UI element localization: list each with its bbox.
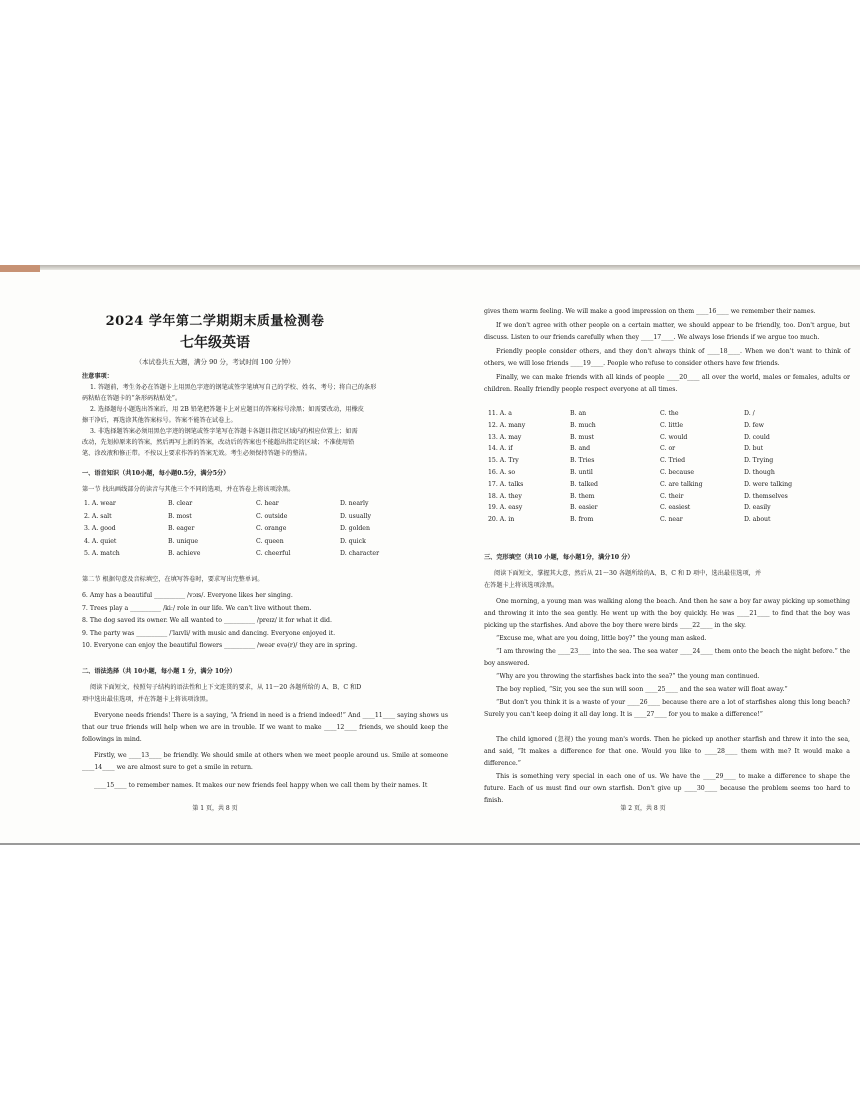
cloze-para-6: “But don't you think it is a waste of your ____26____ because there are a lot of starfishes along this long beach? Surely you can't keep doing it all day long. It is ____27____ for you to make a difference!”	[484, 699, 850, 719]
page-1-footer: 第 1 页，共 8 页	[192, 805, 238, 812]
sheet-bottom-edge	[0, 843, 860, 845]
cloze-para-8: This is something very special in each one of us. We have the ____29____ to make a difference to shape the future. Each of us must find our own starfish. Don't give up ____30____ because the problem seems too hard to finish.	[484, 773, 850, 805]
option-cell: 5. A. match	[84, 550, 120, 557]
option-cell: B. achieve	[168, 550, 201, 557]
option-row	[84, 548, 464, 559]
option-cell: D. were talking	[744, 480, 793, 488]
page-2-footer: 第 2 页，共 8 页	[620, 805, 666, 812]
option-cell: B. most	[168, 512, 192, 520]
option-cell: D. /	[744, 410, 755, 417]
cloze-para-3: “I am throwing the ____23____ into the sea. The sea water ____24____ them onto the beach the night before.” the boy answered.	[484, 648, 850, 668]
note-3a: 3. 非选择题答案必须用黑色字迹的钢笔或签字笔写在答题卡各题目指定区域内的相应位置上；如需	[90, 428, 358, 435]
notes-heading: 注意事项：	[82, 373, 113, 380]
option-row	[488, 514, 860, 525]
option-cell: C. near	[660, 516, 683, 524]
option-cell: B. clear	[168, 500, 193, 507]
option-cell: D. quick	[340, 537, 366, 545]
cloze-para-7: The child ignored (忽视) the young man's words. Then he picked up another starfish and threw it into the sea, and said, “It makes a difference for that one. Would you like to ____28____ them with me? It would make a difference.”	[484, 736, 850, 768]
cloze-para-1: One morning, a young man was walking along the beach. And then he saw a boy far away picking up something and throwing it into the sea gently. He went up with the boy quickly. He was ____21____ to find that the boy was picking up the starfishes. And above the boy there were birds ____22____ in the sky.	[484, 598, 850, 630]
section3-instr1: 阅读下面短文，掌握其大意，然后从 21～30 各题所给的A、B、C 和 D 项中，选出最佳选项，并	[494, 570, 762, 577]
option-row	[488, 502, 860, 513]
option-row	[84, 511, 464, 522]
option-row	[488, 408, 860, 419]
option-cell: 19. A. easy	[488, 504, 523, 512]
option-row	[488, 479, 860, 490]
passage-para-cont: gives them warm feeling. We will make a good impression on them ____16____ we remember their names.	[484, 308, 816, 315]
option-cell: D. though	[744, 469, 775, 476]
option-cell: D. usually	[340, 512, 371, 520]
fill-in-item: 10. Everyone can enjoy the beautiful flowers __________ /weər evə(r)/ they are in spring.	[82, 642, 358, 649]
option-cell: 18. A. they	[488, 492, 522, 500]
passage-para-2: Firstly, we ____13____ be friendly. We should smile at others when we meet people around us. Smile at someone ____14____ we are almost sure to get a smile in return.	[82, 752, 448, 772]
option-cell: D. Trying	[744, 457, 774, 465]
passage-para-4: If we don't agree with other people on a certain matter, we should appear to be friendly, too. Don't argue, but discuss. Listen to our friends carefully when they ____17____. We always lose friends if we argue too much.	[484, 322, 850, 342]
cloze-para-2: “Excuse me, what are you doing, little boy?” the young man asked.	[496, 635, 707, 642]
exam-info: （本试卷共五大题，满分 90 分，考试时间 100 分钟）	[135, 358, 295, 366]
section3-heading: 三、完形填空（共10 小题，每小题1分，满分10 分）	[484, 554, 634, 561]
option-cell: D. character	[340, 550, 380, 557]
option-row	[488, 420, 860, 431]
option-cell: D. golden	[340, 525, 370, 532]
option-cell: 15. A. Try	[488, 457, 519, 465]
option-cell: C. little	[660, 421, 684, 429]
section2-instr2: 项中选出最佳选项，并在答题卡上将该项涂黑。	[82, 696, 212, 703]
option-row	[488, 443, 860, 454]
option-cell: B. easier	[570, 504, 598, 512]
option-cell: 13. A. may	[488, 433, 522, 441]
option-cell: 11. A. a	[488, 410, 512, 417]
note-3c: 笔、涂改液和修正带。不按以上要求作答的答案无效。考生必须保持答题卡的整洁。	[82, 450, 311, 457]
option-cell: C. queen	[256, 537, 284, 545]
option-row	[84, 536, 464, 547]
option-cell: C. or	[660, 445, 676, 453]
cloze-para-4: “Why are you throwing the starfishes back into the sea?” the young man continued.	[496, 673, 760, 680]
fill-in-item: 7. Trees play a __________ /kiː/ role in our life. We can't live without them.	[82, 604, 312, 612]
option-cell: B. unique	[168, 537, 199, 545]
option-cell: C. their	[660, 492, 684, 500]
option-cell: B. Tries	[570, 457, 595, 465]
note-1a: 1. 答题前，考生务必在答题卡上用黑色字迹的钢笔或签字笔填写自己的学校、姓名、考号；将自己的条形	[90, 384, 377, 391]
note-2b: 擦干净后，再选涂其他答案标号。答案不能答在试卷上。	[82, 417, 237, 424]
option-cell: B. and	[570, 445, 591, 453]
option-cell: B. until	[570, 469, 593, 476]
option-row	[488, 432, 860, 443]
note-2a: 2. 选择题每小题选出答案后，用 2B 铅笔把答题卡上对应题目的答案标号涂黑；如需要改动，用橡皮	[90, 406, 364, 413]
option-cell: C. orange	[256, 525, 287, 532]
section1-part1: 第一节 找出画线部分的读音与其他三个不同的选项，并在答卷上将该项涂黑。	[82, 486, 295, 493]
option-cell: 2. A. salt	[84, 512, 112, 520]
option-row	[488, 455, 860, 466]
option-cell: C. Tried	[660, 457, 686, 465]
option-cell: 1. A. wear	[84, 500, 116, 507]
option-cell: 3. A. good	[84, 525, 116, 532]
fill-in-item: 8. The dog saved its owner. We all wanted to __________ /preɪz/ it for what it did.	[82, 617, 332, 624]
option-row	[488, 467, 860, 478]
passage-para-5: Friendly people consider others, and they don't always think of ____18____. When we don't want to think of others, we will lose friends ____19____. People who refuse to consider others have few friends.	[484, 348, 850, 368]
passage-para-3: ____15____ to remember names. It makes our new friends feel happy when we call them by their names. It	[94, 782, 428, 789]
fill-in-item: 6. Amy has a beautiful __________ /vɔɪs/. Everyone likes her singing.	[82, 592, 293, 599]
passage-para-6: Finally, we can make friends with all kinds of people ____20____ all over the world, males or females, adults or children. Really friendly people respect everyone at all times.	[484, 374, 850, 394]
option-cell: B. an	[570, 410, 587, 417]
option-cell: D. about	[744, 516, 771, 524]
note-1b: 码粘贴在答题卡的“条形码粘贴处”。	[82, 395, 182, 402]
option-cell: 12. A. many	[488, 421, 526, 429]
option-cell: D. few	[744, 421, 764, 429]
option-cell: 14. A. if	[488, 445, 513, 453]
option-cell: C. hear	[256, 500, 279, 507]
section2-heading: 二、语法选择（共 10小题，每小题 1 分，满分 10分）	[82, 668, 236, 675]
section1-part2: 第二节 根据句意及音标填空，在填写答卷时，要求写出完整单词。	[82, 576, 264, 583]
option-cell: B. from	[570, 516, 594, 524]
option-cell: D. could	[744, 433, 770, 441]
option-cell: 4. A. quiet	[84, 537, 117, 545]
option-cell: D. themselves	[744, 492, 788, 500]
section3-instr2: 在答题卡上将该选项涂黑。	[484, 582, 559, 589]
option-cell: 20. A. in	[488, 516, 515, 524]
option-cell: B. much	[570, 421, 596, 429]
option-row	[488, 491, 860, 502]
option-cell: C. outside	[256, 512, 288, 520]
option-cell: C. easiest	[660, 504, 691, 512]
exam-subject: 七年级英语	[180, 335, 250, 351]
cloze-para-5: The boy replied, “Sir, you see the sun will soon ____25____ and the sea water will float away.”	[496, 686, 788, 693]
option-cell: B. them	[570, 492, 595, 500]
exam-title: 2024 学年第二学期期末质量检测卷	[105, 314, 325, 329]
option-cell: 16. A. so	[488, 469, 516, 476]
option-cell: B. talked	[570, 480, 599, 488]
passage-para-1: Everyone needs friends! There is a saying, “A friend in need is a friend indeed!” And ____11____ saying shows us that our true friends will help when we are in trouble. If we want to make ____12____ friends, we should keep the followings in mind.	[82, 712, 448, 744]
fill-in-item: 9. The party was __________ /ˈlaɪvli/ with music and dancing. Everyone enjoyed it.	[82, 629, 336, 637]
option-row	[84, 498, 464, 509]
sheet-top-edge	[0, 265, 860, 270]
option-cell: 17. A. talks	[488, 480, 524, 488]
option-cell: C. because	[660, 469, 695, 476]
note-3b: 改动，先划掉原来的答案，然后再写上新的答案，改动后的答案也不能超出指定的区域；不准使用铅	[82, 439, 355, 446]
option-cell: C. cheerful	[256, 550, 291, 557]
section2-instr1: 阅读下面短文，按照句子结构的语法性和上下文连贯的要求，从 11～20 各题所给的 A、B、C 和D	[90, 684, 362, 691]
option-cell: B. eager	[168, 525, 195, 532]
option-cell: B. must	[570, 433, 594, 441]
option-cell: C. would	[660, 433, 688, 441]
section1-heading: 一、语音知识（共10小题，每小题0.5分，满分5分）	[82, 470, 230, 477]
option-cell: D. but	[744, 445, 764, 453]
option-row	[84, 523, 464, 534]
sheet-corner-shadow	[0, 265, 40, 272]
option-cell: D. easily	[744, 504, 771, 512]
option-cell: C. the	[660, 410, 679, 417]
option-cell: C. are talking	[660, 480, 703, 488]
option-cell: D. nearly	[340, 500, 369, 507]
